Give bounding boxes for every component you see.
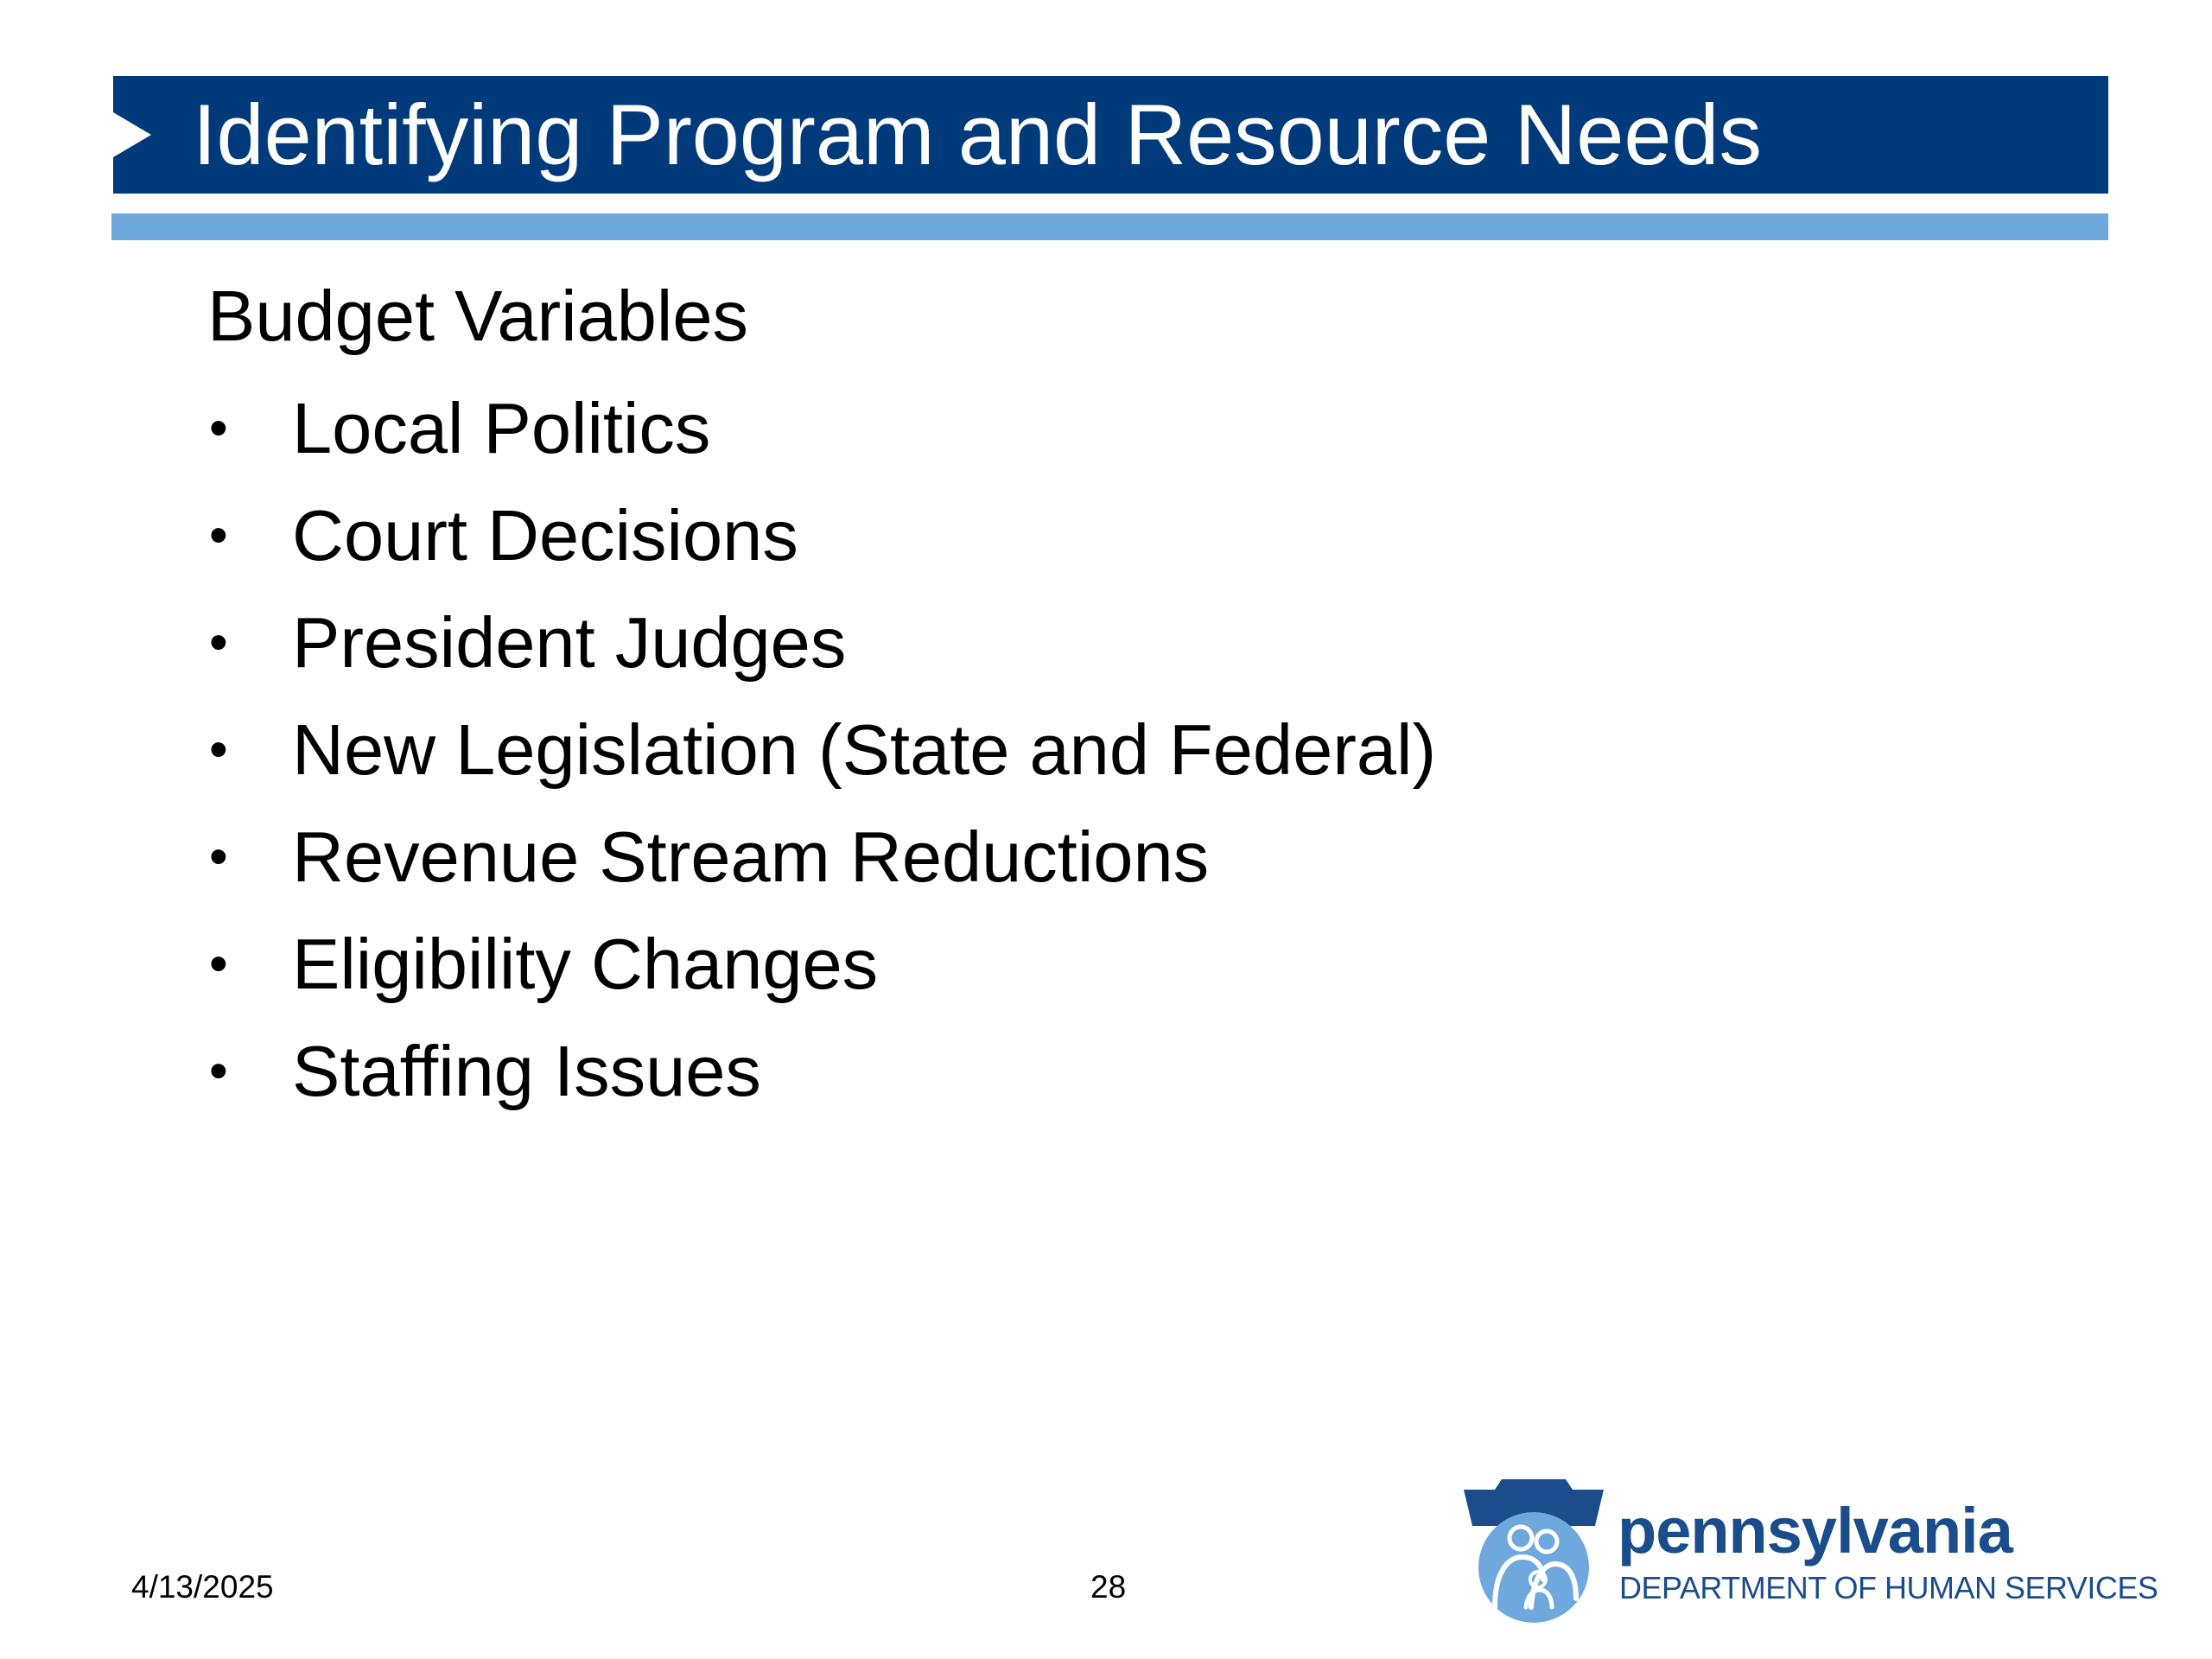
bullet-icon: • [209, 720, 228, 779]
bullet-list [207, 375, 1936, 1125]
accent-bar [111, 213, 2108, 240]
pa-dhs-logo [1460, 1478, 2158, 1624]
bullet-item [207, 1018, 1936, 1125]
logo-department: DEPARTMENT OF HUMAN SERVICES [1619, 1570, 2158, 1605]
bullet-icon: • [209, 398, 228, 458]
bullet-label: New Legislation (State and Federal) [292, 709, 1437, 790]
keystone-family-logo-icon [1460, 1478, 1607, 1624]
page-number: 28 [1090, 1569, 1127, 1605]
bullet-icon: • [209, 827, 228, 887]
bullet-item [207, 911, 1936, 1018]
arrow-icon [113, 112, 151, 157]
bullet-label: Eligibility Changes [292, 924, 879, 1004]
bullet-item [207, 804, 1936, 911]
slide-content [207, 268, 1936, 1125]
slide-title: Identifying Program and Resource Needs [193, 86, 1762, 182]
bullet-label: President Judges [292, 602, 847, 683]
bullet-item [207, 696, 1936, 804]
bullet-icon: • [209, 613, 228, 672]
bullet-label: Revenue Stream Reductions [292, 817, 1210, 897]
bullet-item [207, 375, 1936, 482]
section-heading: Budget Variables [207, 276, 748, 356]
bullet-label: Local Politics [292, 388, 711, 468]
bullet-icon: • [209, 1041, 228, 1101]
bullet-icon: • [209, 934, 228, 994]
footer-date: 4/13/2025 [131, 1569, 274, 1605]
bullet-label: Staffing Issues [292, 1031, 761, 1111]
bullet-label: Court Decisions [292, 495, 798, 575]
bullet-item [207, 482, 1936, 589]
bullet-icon: • [209, 505, 228, 565]
logo-name: pennsylvania [1618, 1495, 2012, 1567]
title-bar [113, 76, 2108, 194]
bullet-item [207, 589, 1936, 696]
